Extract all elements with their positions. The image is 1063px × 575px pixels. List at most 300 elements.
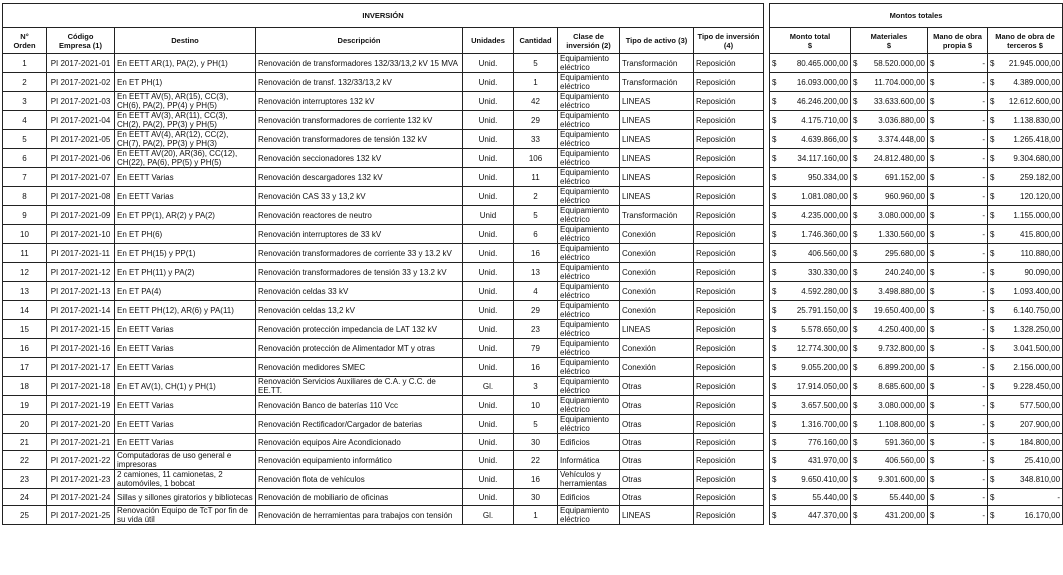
row-cantidad: 11 (514, 168, 558, 187)
row-materiales-value: 960.960,00 (884, 191, 925, 201)
row-destino: En EETT AV(3), AR(11), CC(3), CH(2), PA(2), PP(3) y PH(5) (115, 111, 256, 130)
row-mano-propia (928, 489, 988, 506)
row-mano-propia-value: - (982, 362, 985, 372)
row-mano-propia (928, 415, 988, 434)
row-materiales-value: 4.250.400,00 (878, 324, 925, 334)
row-mano-propia (928, 396, 988, 415)
row-materiales-value: 3.080.000,00 (878, 400, 925, 410)
row-tipo-activo: LINEAS (620, 506, 694, 525)
row-descripcion: Renovación transformadores de tensión 132 kV (256, 130, 463, 149)
row-clase: Equipamiento eléctrico (558, 225, 620, 244)
row-monto-total (770, 320, 851, 339)
row-mano-propia (928, 244, 988, 263)
row-codigo: PI 2017-2021-15 (47, 320, 115, 339)
row-materiales (851, 111, 928, 130)
row-materiales (851, 168, 928, 187)
row-codigo: PI 2017-2021-02 (47, 73, 115, 92)
row-mano-terceros-value: 110.880,00 (1020, 248, 1061, 258)
col-header-descripcion: Descripción (256, 28, 463, 54)
table-row (3, 506, 1063, 525)
row-descripcion: Renovación reactores de neutro (256, 206, 463, 225)
currency-symbol: $ (772, 455, 777, 465)
currency-symbol: $ (930, 305, 935, 315)
col-header-materiales: Materiales $ (851, 28, 928, 54)
row-monto-total (770, 301, 851, 320)
row-materiales-value: 1.108.800,00 (878, 419, 925, 429)
currency-symbol: $ (990, 172, 995, 182)
row-materiales (851, 506, 928, 525)
row-mano-propia-value: - (982, 229, 985, 239)
table-row (3, 225, 1063, 244)
currency-symbol: $ (990, 362, 995, 372)
row-materiales-value: 9.301.600,00 (878, 474, 925, 484)
row-cantidad: 6 (514, 225, 558, 244)
currency-symbol: $ (930, 210, 935, 220)
row-descripcion: Renovación de transformadores 132/33/13,2 kV 15 MVA (256, 54, 463, 73)
row-tipo-inversion: Reposición (694, 244, 764, 263)
currency-symbol: $ (853, 492, 858, 502)
row-materiales-value: 1.330.560,00 (878, 229, 925, 239)
currency-symbol: $ (853, 58, 858, 68)
row-destino: En ET PH(1) (115, 73, 256, 92)
row-mano-terceros-value: 12.612.600,00 (1008, 96, 1061, 106)
row-cantidad: 16 (514, 358, 558, 377)
row-monto-total-value: 950.334,00 (807, 172, 848, 182)
row-mano-propia-value: - (982, 437, 985, 447)
row-clase: Equipamiento eléctrico (558, 396, 620, 415)
row-cantidad: 29 (514, 301, 558, 320)
currency-symbol: $ (990, 77, 995, 87)
row-mano-terceros (988, 470, 1063, 489)
currency-symbol: $ (853, 96, 858, 106)
currency-symbol: $ (772, 474, 777, 484)
currency-symbol: $ (930, 248, 935, 258)
row-monto-total (770, 470, 851, 489)
row-mano-terceros (988, 489, 1063, 506)
row-cantidad: 16 (514, 470, 558, 489)
row-mano-terceros-value: 207.900,00 (1020, 419, 1061, 429)
row-materiales-value: 33.633.600,00 (873, 96, 925, 106)
row-materiales (851, 54, 928, 73)
row-tipo-inversion: Reposición (694, 415, 764, 434)
row-materiales (851, 434, 928, 451)
row-mano-propia (928, 506, 988, 525)
row-codigo: PI 2017-2021-18 (47, 377, 115, 396)
row-tipo-activo: Otras (620, 396, 694, 415)
row-tipo-inversion: Reposición (694, 339, 764, 358)
col-header-codigo: Código Empresa (1) (47, 28, 115, 54)
currency-symbol: $ (930, 362, 935, 372)
row-unidades: Gl. (463, 377, 514, 396)
row-materiales-value: 19.650.400,00 (873, 305, 925, 315)
row-mano-propia-value: - (982, 210, 985, 220)
row-tipo-inversion: Reposición (694, 470, 764, 489)
currency-symbol: $ (853, 474, 858, 484)
currency-symbol: $ (990, 286, 995, 296)
row-clase: Equipamiento eléctrico (558, 301, 620, 320)
currency-symbol: $ (772, 248, 777, 258)
row-materiales (851, 415, 928, 434)
row-clase: Equipamiento eléctrico (558, 130, 620, 149)
row-descripcion: Renovación de transf. 132/33/13,2 kV (256, 73, 463, 92)
currency-symbol: $ (772, 96, 777, 106)
row-materiales (851, 396, 928, 415)
row-unidades: Unid. (463, 225, 514, 244)
table-row (3, 130, 1063, 149)
row-cantidad: 23 (514, 320, 558, 339)
currency-symbol: $ (853, 229, 858, 239)
currency-symbol: $ (853, 437, 858, 447)
row-mano-terceros (988, 244, 1063, 263)
row-unidades: Unid. (463, 451, 514, 470)
row-orden: 9 (3, 206, 47, 225)
row-monto-total (770, 489, 851, 506)
row-unidades: Unid. (463, 470, 514, 489)
row-descripcion: Renovación equipamiento informático (256, 451, 463, 470)
row-monto-total-value: 447.370,00 (807, 510, 848, 520)
currency-symbol: $ (772, 305, 777, 315)
row-unidades: Unid. (463, 358, 514, 377)
table-row (3, 263, 1063, 282)
row-mano-terceros (988, 149, 1063, 168)
col-header-mano-terceros: Mano de obra de terceros $ (988, 28, 1063, 54)
row-materiales-value: 9.732.800,00 (878, 343, 925, 353)
row-descripcion: Renovación Banco de baterías 110 Vcc (256, 396, 463, 415)
row-monto-total-value: 9.650.410,00 (801, 474, 848, 484)
row-mano-terceros (988, 54, 1063, 73)
currency-symbol: $ (772, 58, 777, 68)
row-unidades: Unid. (463, 320, 514, 339)
row-monto-total (770, 282, 851, 301)
row-monto-total (770, 54, 851, 73)
row-destino: Sillas y sillones giratorios y bibliotecas (115, 489, 256, 506)
row-materiales (851, 451, 928, 470)
row-descripcion: Renovación de herramientas para trabajos con tensión (256, 506, 463, 525)
row-mano-terceros (988, 415, 1063, 434)
row-mano-propia-value: - (982, 191, 985, 201)
row-mano-propia-value: - (982, 58, 985, 68)
row-materiales (851, 73, 928, 92)
row-mano-terceros-value: 16.170,00 (1024, 510, 1061, 520)
currency-symbol: $ (772, 267, 777, 277)
row-mano-propia (928, 263, 988, 282)
row-mano-terceros-value: 90.090,00 (1024, 267, 1061, 277)
row-destino: En EETT PH(12), AR(6) y PA(11) (115, 301, 256, 320)
row-materiales-value: 3.374.448,00 (878, 134, 925, 144)
row-mano-terceros-value: 1.328.250,00 (1013, 324, 1061, 334)
row-mano-terceros-value: 1.155.000,00 (1013, 210, 1061, 220)
row-mano-terceros (988, 92, 1063, 111)
currency-symbol: $ (990, 343, 995, 353)
row-mano-terceros (988, 434, 1063, 451)
currency-symbol: $ (772, 210, 777, 220)
currency-symbol: $ (772, 286, 777, 296)
row-clase: Vehículos y herramientas (558, 470, 620, 489)
currency-symbol: $ (990, 400, 995, 410)
row-orden: 7 (3, 168, 47, 187)
row-mano-terceros (988, 225, 1063, 244)
row-tipo-activo: Conexión (620, 301, 694, 320)
row-descripcion: Renovación transformadores de tensión 33 y 13.2 kV (256, 263, 463, 282)
row-destino: En EETT AR(1), PA(2), y PH(1) (115, 54, 256, 73)
row-mano-propia (928, 149, 988, 168)
row-materiales (851, 225, 928, 244)
row-orden: 5 (3, 130, 47, 149)
currency-symbol: $ (853, 134, 858, 144)
row-tipo-inversion: Reposición (694, 263, 764, 282)
currency-symbol: $ (772, 362, 777, 372)
row-codigo: PI 2017-2021-11 (47, 244, 115, 263)
row-monto-total (770, 92, 851, 111)
row-unidades: Unid. (463, 168, 514, 187)
row-cantidad: 5 (514, 415, 558, 434)
row-unidades: Gl. (463, 506, 514, 525)
col-header-tipo-activo: Tipo de activo (3) (620, 28, 694, 54)
row-mano-terceros (988, 506, 1063, 525)
row-monto-total-value: 55.440,00 (812, 492, 848, 502)
row-destino: En EETT Varias (115, 434, 256, 451)
currency-symbol: $ (853, 381, 858, 391)
row-mano-propia (928, 187, 988, 206)
row-orden: 25 (3, 506, 47, 525)
currency-symbol: $ (772, 153, 777, 163)
row-mano-propia (928, 377, 988, 396)
row-monto-total-value: 4.235.000,00 (801, 210, 848, 220)
table-row (3, 396, 1063, 415)
row-materiales-value: 24.812.480,00 (873, 153, 925, 163)
row-materiales (851, 282, 928, 301)
row-mano-propia-value: - (982, 134, 985, 144)
row-cantidad: 3 (514, 377, 558, 396)
row-materiales-value: 11.704.000,00 (874, 77, 925, 87)
currency-symbol: $ (853, 324, 858, 334)
row-mano-terceros-value: 9.228.450,00 (1013, 381, 1061, 391)
row-cantidad: 5 (514, 54, 558, 73)
currency-symbol: $ (930, 400, 935, 410)
col-header-mano-propia: Mano de obra propia $ (928, 28, 988, 54)
row-mano-propia (928, 111, 988, 130)
currency-symbol: $ (853, 510, 858, 520)
currency-symbol: $ (853, 362, 858, 372)
row-tipo-inversion: Reposición (694, 149, 764, 168)
currency-symbol: $ (772, 510, 777, 520)
row-mano-terceros-value: 2.156.000,00 (1013, 362, 1061, 372)
row-codigo: PI 2017-2021-24 (47, 489, 115, 506)
row-mano-terceros-value: 9.304.680,00 (1013, 153, 1061, 163)
row-descripcion: Renovación CAS 33 y 13,2 kV (256, 187, 463, 206)
row-tipo-inversion: Reposición (694, 320, 764, 339)
row-orden: 17 (3, 358, 47, 377)
row-unidades: Unid. (463, 263, 514, 282)
row-orden: 1 (3, 54, 47, 73)
row-descripcion: Renovación celdas 33 kV (256, 282, 463, 301)
row-cantidad: 2 (514, 187, 558, 206)
currency-symbol: $ (990, 305, 995, 315)
row-materiales-value: 406.560,00 (884, 455, 925, 465)
row-monto-total-value: 25.791.150,00 (796, 305, 848, 315)
currency-symbol: $ (990, 96, 995, 106)
currency-symbol: $ (930, 267, 935, 277)
row-mano-propia (928, 282, 988, 301)
row-cantidad: 79 (514, 339, 558, 358)
montos-totales-group-header: Montos totales (770, 4, 1063, 28)
currency-symbol: $ (930, 381, 935, 391)
row-monto-total (770, 168, 851, 187)
row-monto-total (770, 187, 851, 206)
row-monto-total-value: 16.093.000,00 (796, 77, 848, 87)
row-tipo-activo: LINEAS (620, 320, 694, 339)
row-materiales (851, 92, 928, 111)
row-codigo: PI 2017-2021-06 (47, 149, 115, 168)
currency-symbol: $ (853, 115, 858, 125)
row-monto-total (770, 415, 851, 434)
row-codigo: PI 2017-2021-25 (47, 506, 115, 525)
row-cantidad: 29 (514, 111, 558, 130)
currency-symbol: $ (930, 474, 935, 484)
currency-symbol: $ (853, 286, 858, 296)
table-row (3, 470, 1063, 489)
row-descripcion: Renovación transformadores de corriente 132 kV (256, 111, 463, 130)
row-clase: Equipamiento eléctrico (558, 320, 620, 339)
currency-symbol: $ (853, 400, 858, 410)
row-clase: Equipamiento eléctrico (558, 111, 620, 130)
currency-symbol: $ (772, 229, 777, 239)
row-orden: 10 (3, 225, 47, 244)
row-cantidad: 42 (514, 92, 558, 111)
row-mano-propia (928, 320, 988, 339)
row-monto-total-value: 1.746.360,00 (801, 229, 848, 239)
currency-symbol: $ (853, 210, 858, 220)
row-unidades: Unid. (463, 73, 514, 92)
row-mano-terceros (988, 168, 1063, 187)
row-mano-propia-value: - (982, 343, 985, 353)
row-destino: En EETT Varias (115, 396, 256, 415)
row-tipo-inversion: Reposición (694, 282, 764, 301)
currency-symbol: $ (990, 210, 995, 220)
table-row (3, 111, 1063, 130)
currency-symbol: $ (990, 115, 995, 125)
row-descripcion: Renovación transformadores de corriente 33 y 13.2 kV (256, 244, 463, 263)
row-mano-propia-value: - (982, 267, 985, 277)
row-unidades: Unid. (463, 396, 514, 415)
currency-symbol: $ (772, 419, 777, 429)
row-destino: En EETT Varias (115, 187, 256, 206)
row-codigo: PI 2017-2021-20 (47, 415, 115, 434)
row-clase: Equipamiento eléctrico (558, 149, 620, 168)
row-materiales (851, 489, 928, 506)
row-mano-terceros-value: - (1057, 492, 1061, 502)
currency-symbol: $ (772, 324, 777, 334)
row-tipo-activo: Otras (620, 451, 694, 470)
row-mano-propia-value: - (982, 400, 985, 410)
currency-symbol: $ (930, 191, 935, 201)
row-cantidad: 22 (514, 451, 558, 470)
row-mano-terceros (988, 451, 1063, 470)
row-monto-total (770, 358, 851, 377)
row-unidades: Unid. (463, 415, 514, 434)
row-clase: Equipamiento eléctrico (558, 358, 620, 377)
row-materiales-value: 3.498.880,00 (878, 286, 925, 296)
row-monto-total-value: 4.639.866,00 (801, 134, 848, 144)
row-orden: 14 (3, 301, 47, 320)
row-mano-propia (928, 339, 988, 358)
row-descripcion: Renovación de mobiliario de oficinas (256, 489, 463, 506)
row-mano-terceros (988, 339, 1063, 358)
row-tipo-inversion: Reposición (694, 225, 764, 244)
row-clase: Edificios (558, 489, 620, 506)
row-monto-total-value: 4.592.280,00 (801, 286, 848, 296)
row-unidades: Unid. (463, 149, 514, 168)
currency-symbol: $ (853, 248, 858, 258)
row-monto-total (770, 73, 851, 92)
row-codigo: PI 2017-2021-21 (47, 434, 115, 451)
row-codigo: PI 2017-2021-08 (47, 187, 115, 206)
row-codigo: PI 2017-2021-12 (47, 263, 115, 282)
row-tipo-activo: Conexión (620, 339, 694, 358)
currency-symbol: $ (990, 248, 995, 258)
row-destino: Computadoras de uso general e impresoras (115, 451, 256, 470)
row-codigo: PI 2017-2021-04 (47, 111, 115, 130)
row-clase: Equipamiento eléctrico (558, 506, 620, 525)
row-materiales (851, 320, 928, 339)
row-mano-propia (928, 451, 988, 470)
currency-symbol: $ (930, 419, 935, 429)
row-unidades: Unid. (463, 130, 514, 149)
row-tipo-activo: Transformación (620, 73, 694, 92)
currency-symbol: $ (990, 134, 995, 144)
row-materiales-value: 591.360,00 (884, 437, 925, 447)
col-header-orden: N° Orden (3, 28, 47, 54)
row-monto-total (770, 263, 851, 282)
row-mano-propia (928, 73, 988, 92)
row-monto-total (770, 111, 851, 130)
row-monto-total (770, 377, 851, 396)
currency-symbol: $ (930, 134, 935, 144)
row-materiales-value: 55.440,00 (889, 492, 925, 502)
row-mano-propia (928, 470, 988, 489)
currency-symbol: $ (853, 343, 858, 353)
row-orden: 4 (3, 111, 47, 130)
row-mano-terceros (988, 282, 1063, 301)
row-monto-total (770, 130, 851, 149)
row-clase: Equipamiento eléctrico (558, 415, 620, 434)
currency-symbol: $ (772, 381, 777, 391)
row-descripcion: Renovación interruptores de 33 kV (256, 225, 463, 244)
row-mano-terceros-value: 4.389.000,00 (1013, 77, 1061, 87)
currency-symbol: $ (990, 419, 995, 429)
currency-symbol: $ (772, 134, 777, 144)
row-codigo: PI 2017-2021-03 (47, 92, 115, 111)
row-orden: 11 (3, 244, 47, 263)
row-mano-terceros (988, 377, 1063, 396)
row-mano-terceros (988, 73, 1063, 92)
table-row (3, 244, 1063, 263)
row-monto-total-value: 431.970,00 (807, 455, 848, 465)
currency-symbol: $ (990, 58, 995, 68)
row-orden: 24 (3, 489, 47, 506)
row-monto-total-value: 330.330,00 (807, 267, 848, 277)
row-materiales (851, 470, 928, 489)
currency-symbol: $ (990, 455, 995, 465)
row-codigo: PI 2017-2021-09 (47, 206, 115, 225)
row-clase: Equipamiento eléctrico (558, 73, 620, 92)
row-unidades: Unid. (463, 92, 514, 111)
row-unidades: Unid. (463, 282, 514, 301)
currency-symbol: $ (853, 153, 858, 163)
row-unidades: Unid. (463, 244, 514, 263)
row-descripcion: Renovación flota de vehículos (256, 470, 463, 489)
row-orden: 16 (3, 339, 47, 358)
